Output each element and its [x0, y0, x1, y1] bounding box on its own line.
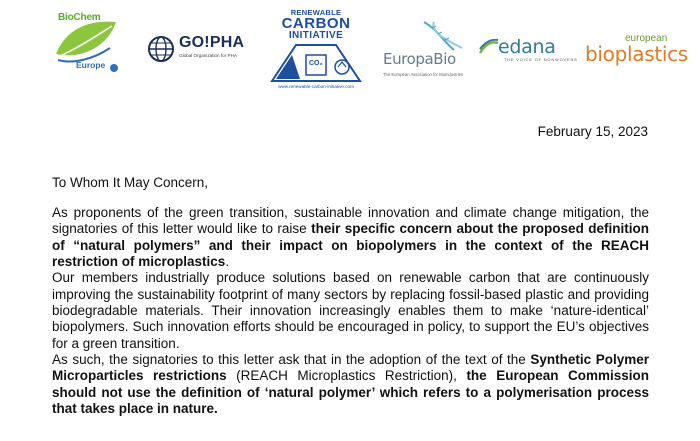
europabio-logo — [380, 20, 470, 80]
gopha-name: GO!PHA — [179, 34, 245, 51]
eubio-line2: bioplastics — [585, 42, 688, 66]
eubio-line1: european — [625, 33, 668, 44]
biochem-line1: BioChem — [58, 12, 101, 23]
europabio-subtitle: The European Association for Bioindustries — [383, 72, 464, 77]
p1-bold1: their specific concern about the proposed definition of “natural polymers” and their impact on biopolymers in the context of the REACH restriction of microplastics — [52, 221, 649, 270]
p3-bold1: Synthetic Polymer Microparticles restrictions — [52, 352, 649, 384]
biochem-europe-logo — [52, 10, 120, 74]
rci-line3: INITIATIVE — [288, 30, 344, 41]
paragraph-3 — [52, 352, 649, 417]
europabio-name: EuropaBio — [383, 50, 456, 68]
gopha-subtitle: Global Organization for PHA — [179, 53, 237, 58]
rci-line2: CARBON — [281, 15, 351, 32]
biochem-line2: Europe — [76, 60, 106, 70]
edana-swoosh-icon — [478, 39, 500, 59]
letter-date: February 15, 2023 — [537, 124, 648, 139]
logo-banner — [0, 0, 700, 110]
letter-salutation: To Whom It May Concern, — [52, 175, 209, 190]
letter-body — [52, 205, 649, 417]
globe-icon — [147, 35, 175, 63]
p1-text2: . — [225, 254, 230, 270]
renewable-carbon-initiative-logo — [266, 8, 366, 92]
paragraph-2: Our members industrially produce solutions based on renewable carbon that are continuously improving the sustainability footprint of many sectors by replacing fossil-based plastic and providing biodegradable materials. Their innovation increasingly enables them to make ‘nature-identical’ biopolymers. Such innovation efforts should be encouraged in policy, to support the EU’s objectives for a green transition. — [52, 270, 649, 351]
p3-text1: As such, the signatories to this letter ask that in the adoption of the text of the — [52, 352, 531, 368]
p3-bold2: the European Commission should not use the definition of ‘natural polymer’ which refers to a polymerisation process that takes place in nature. — [52, 368, 649, 417]
p1-text1: As proponents of the green transition, sustainable innovation and climate change mitigation, the signatories of this letter would like to raise — [52, 205, 649, 237]
rci-line1: RENEWABLE — [290, 8, 342, 17]
edana-name: edana — [498, 36, 556, 58]
rci-url: www.renewable-carbon-initiative.com — [278, 84, 354, 89]
edana-subtitle: THE VOICE OF NONWOVENS — [504, 57, 578, 62]
gopha-logo — [147, 33, 252, 65]
p3-text2: (REACH Microplastics Restriction), — [226, 368, 467, 384]
rci-badge: CO₂ — [309, 60, 323, 67]
edana-logo — [478, 36, 578, 64]
european-bioplastics-logo — [585, 33, 695, 67]
paragraph-1 — [52, 205, 649, 270]
